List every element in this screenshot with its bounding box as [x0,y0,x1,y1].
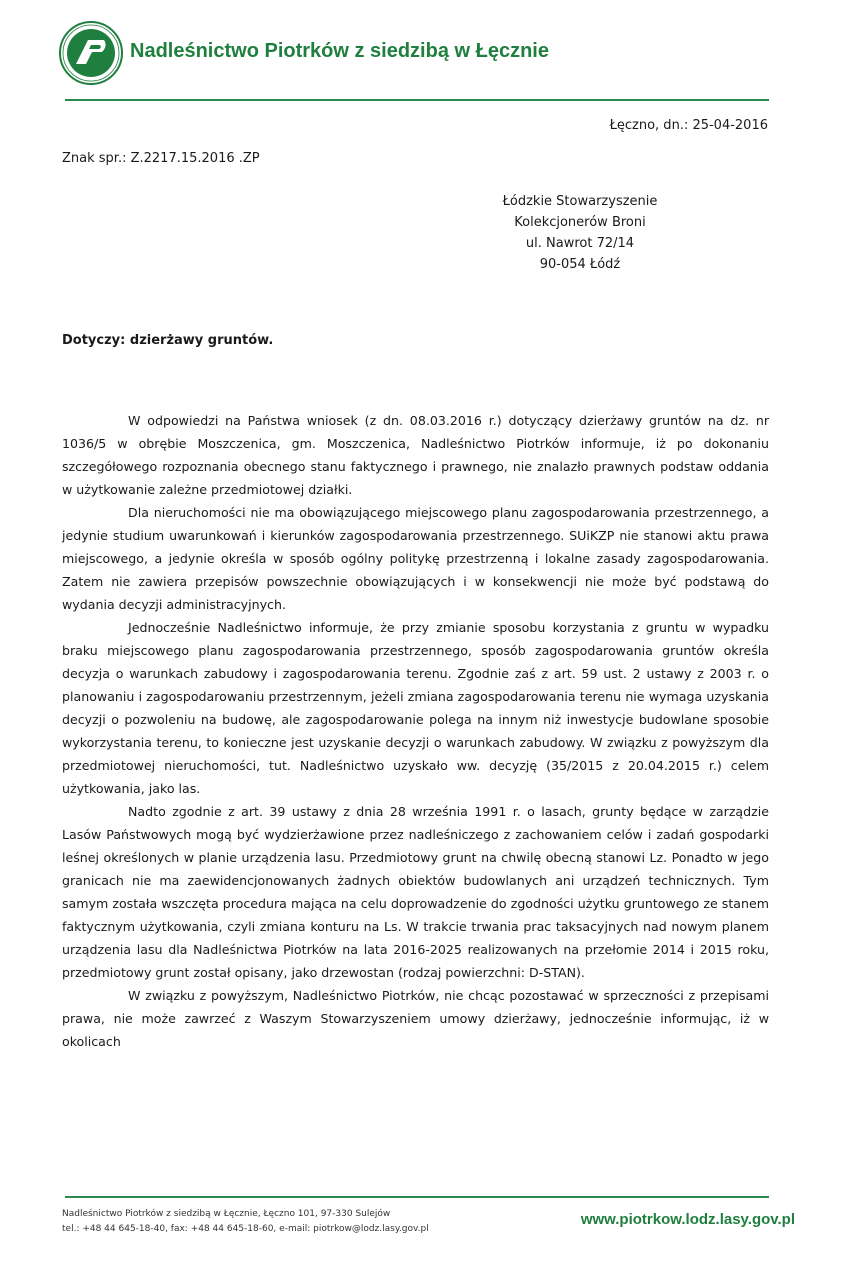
footer-website: www.piotrkow.lodz.lasy.gov.pl [580,1211,795,1228]
letter-body [62,409,769,1053]
letter-subject: Dotyczy: dzierżawy gruntów. [62,333,274,348]
organization-name: Nadleśnictwo Piotrków z siedzibą w Łęcznie [130,40,549,62]
body-paragraph: W odpowiedzi na Państwa wniosek (z dn. 08.03.2016 r.) dotyczący dzierżawy gruntów na dz. nr 1036/5 w obrębie Moszczenica, gm. Moszczenica, Nadleśnictwo Piotrków informuje, iż po dokonaniu szczegółowego rozpoznania obecnego stanu faktycznego i prawnego, nie znalazło prawnych podstaw oddania w użytkowanie zależne przedmiotowej działki. [62,413,769,497]
footer-address: Nadleśnictwo Piotrków z siedzibą w Łęcznie, Łęczno 101, 97-330 Sulejów [62,1209,391,1219]
lasy-panstwowe-logo [58,20,124,86]
body-paragraph: Nadto zgodnie z art. 39 ustawy z dnia 28 września 1991 r. o lasach, grunty będące w zarządzie Lasów Państwowych mogą być wydzierżawione przez nadleśniczego z zachowaniem celów i zadań gospodarki leśnej określonych w planie urządzenia lasu. Przedmiotowy grunt na chwilę obecną stanowi Lz. Ponadto w jego granicach nie ma zaewidencjonowanych żadnych obiektów budowlanych ani urządzeń technicznych. Tym samym została wszczęta procedura mająca na celu doprowadzenie do zgodności użytku gruntowego ze stanem faktycznym użytkowania, czyli zmiana konturu na Ls. W trakcie trwania prac taksacyjnych nad nowym planem urządzenia lasu dla Nadleśnictwa Piotrków na lata 2016-2025 realizowanych na przełomie 2014 i 2015 roku, przedmiotowy grunt został opisany, jako drzewostan (rodzaj powierzchni: D-STAN). [62,804,769,980]
footer-divider [65,1196,769,1198]
header-divider [65,99,769,101]
recipient-address [485,191,675,275]
footer-contact [62,1207,429,1237]
body-paragraph: W związku z powyższym, Nadleśnictwo Piotrków, nie chcąc pozostawać w sprzeczności z przepisami prawa, nie może zawrzeć z Waszym Stowarzyszeniem umowy dzierżawy, jednocześnie informując, iż w okolicach [62,988,769,1049]
place-and-date: Łęczno, dn.: 25-04-2016 [609,118,768,133]
recipient-line: 90-054 Łódź [539,257,621,272]
recipient-line: ul. Nawrot 72/14 [525,236,635,251]
case-reference: Znak spr.: Z.2217.15.2016 .ZP [62,151,260,166]
recipient-line: Kolekcjonerów Broni [514,215,646,230]
footer-phone-email: tel.: +48 44 645-18-40, fax: +48 44 645-18-60, e-mail: piotrkow@lodz.lasy.gov.pl [62,1224,429,1234]
body-paragraph: Dla nieruchomości nie ma obowiązującego miejscowego planu zagospodarowania przestrzennego, a jedynie studium uwarunkowań i kierunków zagospodarowania przestrzennego. SUiKZP nie stanowi aktu prawa miejscowego, a jedynie określa w sposób ogólny politykę przestrzenną i lokalne zasady zagospodarowania. Zatem nie zawiera przepisów powszechnie obowiązujących i w konsekwencji nie może być podstawą do wydania decyzji administracyjnych. [62,505,769,612]
recipient-line: Łódzkie Stowarzyszenie [502,194,658,209]
body-paragraph: Jednocześnie Nadleśnictwo informuje, że przy zmianie sposobu korzystania z gruntu w wypadku braku miejscowego planu zagospodarowania przestrzennego, sposób zagospodarowania gruntów określa decyzja o warunkach zabudowy i zagospodarowania terenu. Zgodnie zaś z art. 59 ust. 2 ustawy z 2003 r. o planowaniu i zagospodarowaniu przestrzennym, jeżeli zmiana zagospodarowania terenu nie wymaga uzyskania decyzji o pozwoleniu na budowę, ale zagospodarowanie polega na innym niż inwestycje budowlane sposobie wykorzystania terenu, to konieczne jest uzyskanie decyzji o warunkach zabudowy. W związku z powyższym dla przedmiotowej nieruchomości, tut. Nadleśnictwo uzyskało ww. decyzję (35/2015 z 20.04.2015 r.) celem użytkowania, jako las. [62,620,769,796]
